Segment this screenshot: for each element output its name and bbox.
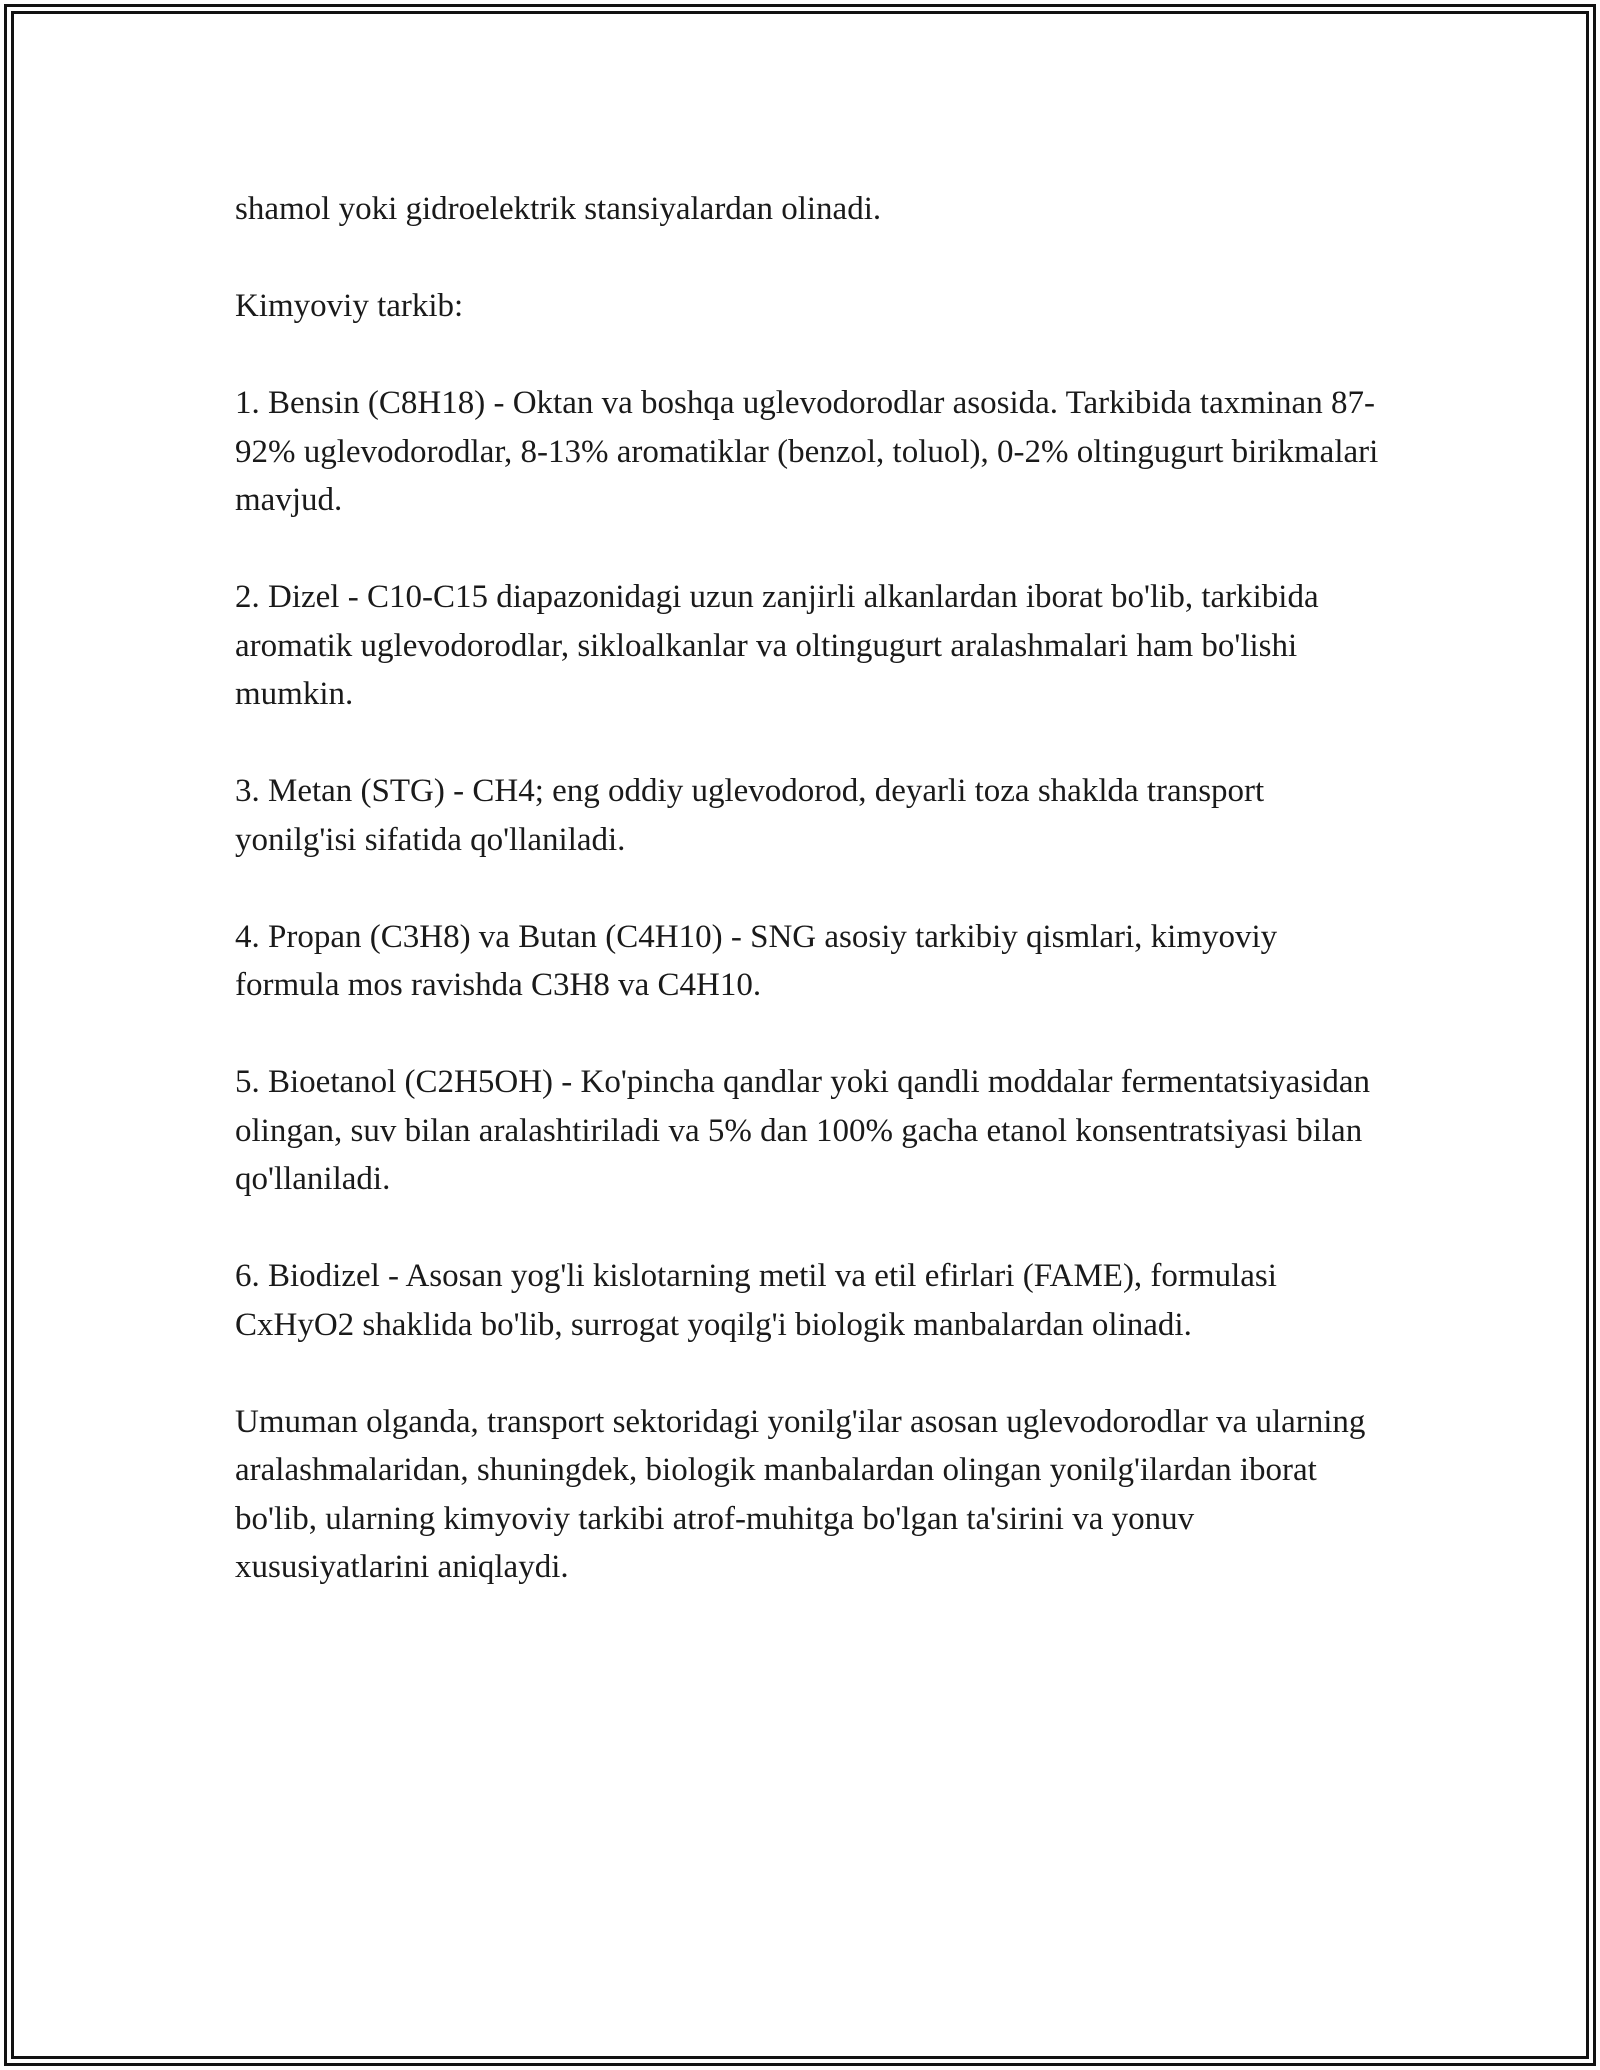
- list-item-bioethanol: 5. Bioetanol (C2H5OH) - Ko'pincha qandlar yoki qandli moddalar fermentatsiyasidan olingan, suv bilan aralashtiriladi va 5% dan 100% gacha etanol konsentratsiyasi bilan qo'llaniladi.: [235, 1064, 1370, 1197]
- list-item-diesel: 2. Dizel - C10-C15 diapazonidagi uzun zanjirli alkanlardan iborat bo'lib, tarkibida aromatik uglevodorodlar, sikloalkanlar va oltingugurt aralashmalari ham bo'lishi mumkin.: [235, 579, 1319, 712]
- section-heading-chemical-composition: Kimyoviy tarkib:: [235, 288, 464, 324]
- paragraph-intro-continuation: shamol yoki gidroelektrik stansiyalardan olinadi.: [235, 191, 882, 227]
- list-item-gasoline: 1. Bensin (C8H18) - Oktan va boshqa uglevodorodlar asosida. Tarkibida taxminan 87-92% uglevodorodlar, 8-13% aromatiklar (benzol, toluol), 0-2% oltingugurt birikmalari mavjud.: [235, 385, 1379, 518]
- document-body: [235, 185, 1385, 1640]
- list-item-biodiesel: 6. Biodizel - Asosan yog'li kislotarning metil va etil efirlari (FAME), formulasi CxHyO2 shaklida bo'lib, surrogat yoqilg'i biologik manbalardan olinadi.: [235, 1258, 1277, 1343]
- list-item-propane-butane: 4. Propan (C3H8) va Butan (C4H10) - SNG asosiy tarkibiy qismlari, kimyoviy formula mos ravishda C3H8 va C4H10.: [235, 918, 1278, 1003]
- paragraph-conclusion: Umuman olganda, transport sektoridagi yonilg'ilar asosan uglevodorodlar va ularning aralashmalaridan, shuningdek, biologik manbalardan olingan yonilg'ilardan iborat bo'lib, ularning kimyoviy tarkibi atrof-muhitga bo'lgan ta'sirini va yonuv xususiyatlarini aniqlaydi.: [235, 1403, 1366, 1585]
- list-item-methane: 3. Metan (STG) - CH4; eng oddiy uglevodorod, deyarli toza shaklda transport yonilg'isi sifatida qo'llaniladi.: [235, 773, 1265, 858]
